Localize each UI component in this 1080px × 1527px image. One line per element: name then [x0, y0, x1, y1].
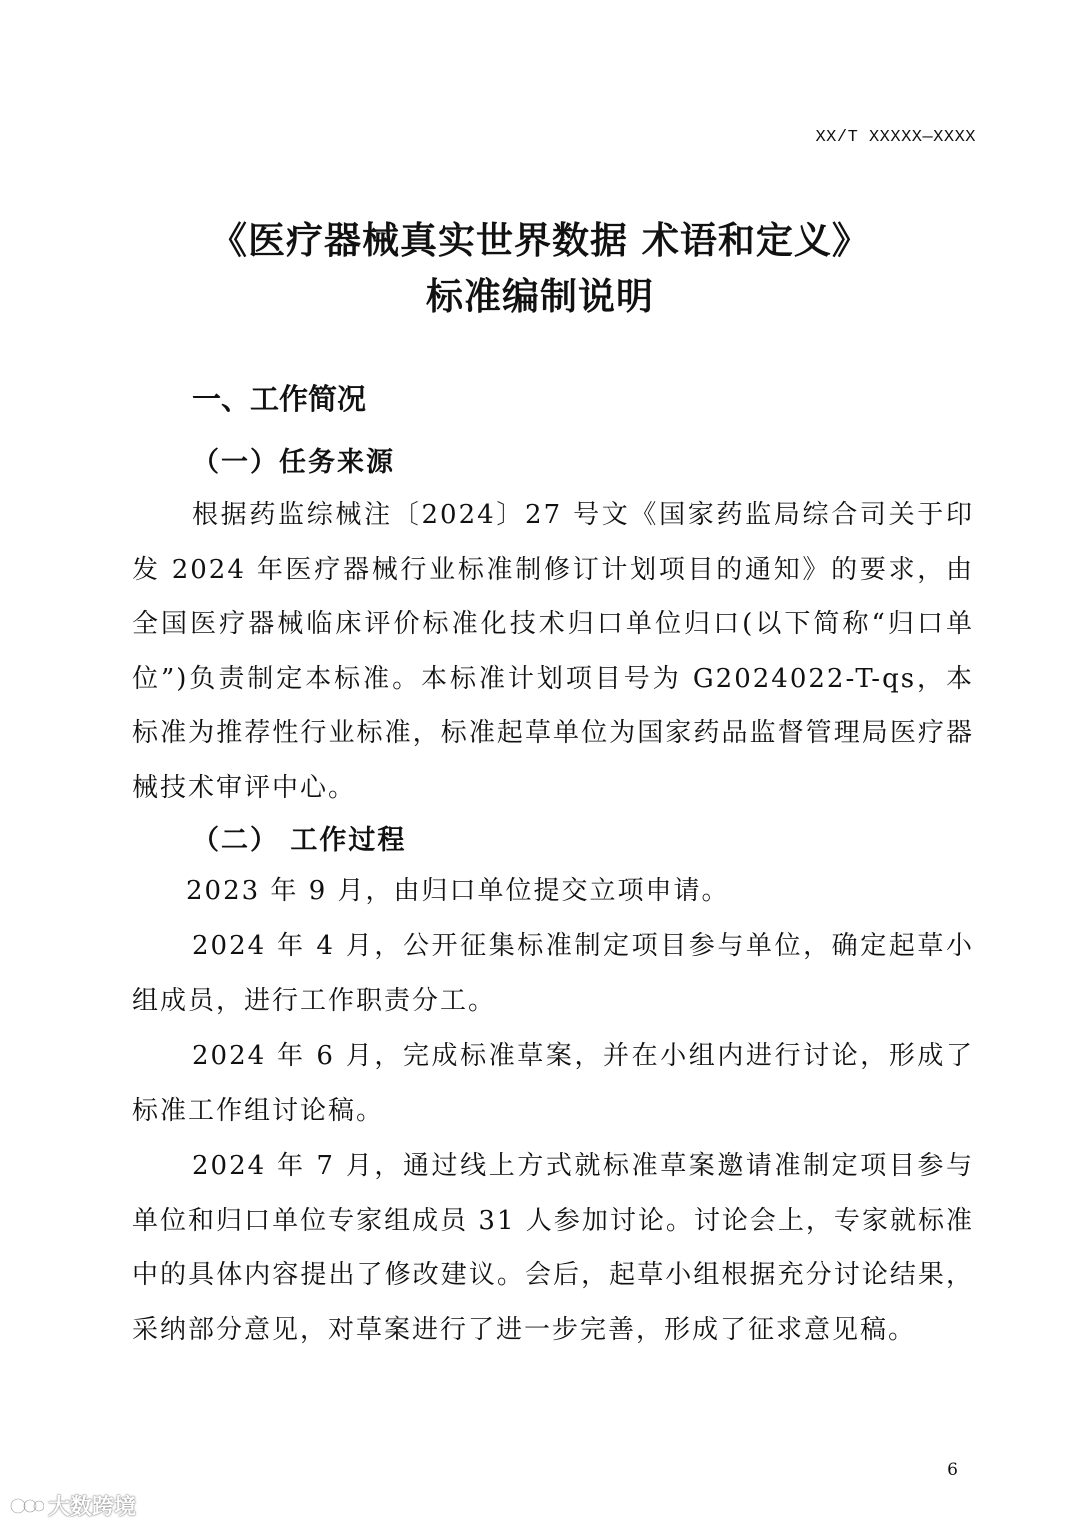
document-code: XX/T XXXXX—XXXX: [815, 128, 976, 147]
paragraph-process-2024-04: 2024 年 4 月，公开征集标准制定项目参与单位，确定起草小组成员，进行工作职责分工。: [132, 931, 974, 1016]
paragraph-task-source: 根据药监综械注〔2024〕27 号文《国家药监局综合司关于印发 2024 年医疗器械行业标准制修订计划项目的通知》的要求，由全国医疗器械临床评价标准化技术归口单位归口(以下简称“归口单位”)负责制定本标准。本标准计划项目号为 G2024022-T-qs，本标准为推荐性行业标准，标准起草单位为国家药品监督管理局医疗器械技术审评中心。: [132, 500, 974, 803]
watermark: [10, 1490, 136, 1521]
document-title: 《医疗器械真实世界数据 术语和定义》: [210, 219, 870, 262]
page-number: 6: [947, 1460, 958, 1480]
watermark-logo-icon: [10, 1495, 44, 1517]
section-heading-work-overview: 一、工作简况: [192, 382, 367, 416]
paragraph-process-2024-07: 2024 年 7 月，通过线上方式就标准草案邀请准制定项目参与单位和归口单位专家组成员 31 人参加讨论。讨论会上，专家就标准中的具体内容提出了修改建议。会后，起草小组根据充分讨论结果，采纳部分意见，对草案进行了进一步完善，形成了征求意见稿。: [132, 1151, 974, 1345]
subsection-heading-task-source: （一）任务来源: [192, 447, 395, 478]
document-subtitle: 标准编制说明: [426, 275, 654, 318]
paragraph-process-2023-09: 2023 年 9 月，由归口单位提交立项申请。: [186, 876, 730, 906]
subsection-heading-work-process: （二） 工作过程: [192, 825, 407, 856]
paragraph-process-2024-06: 2024 年 6 月，完成标准草案，并在小组内进行讨论，形成了标准工作组讨论稿。: [132, 1041, 974, 1126]
watermark-text: 大数跨境: [48, 1495, 137, 1520]
